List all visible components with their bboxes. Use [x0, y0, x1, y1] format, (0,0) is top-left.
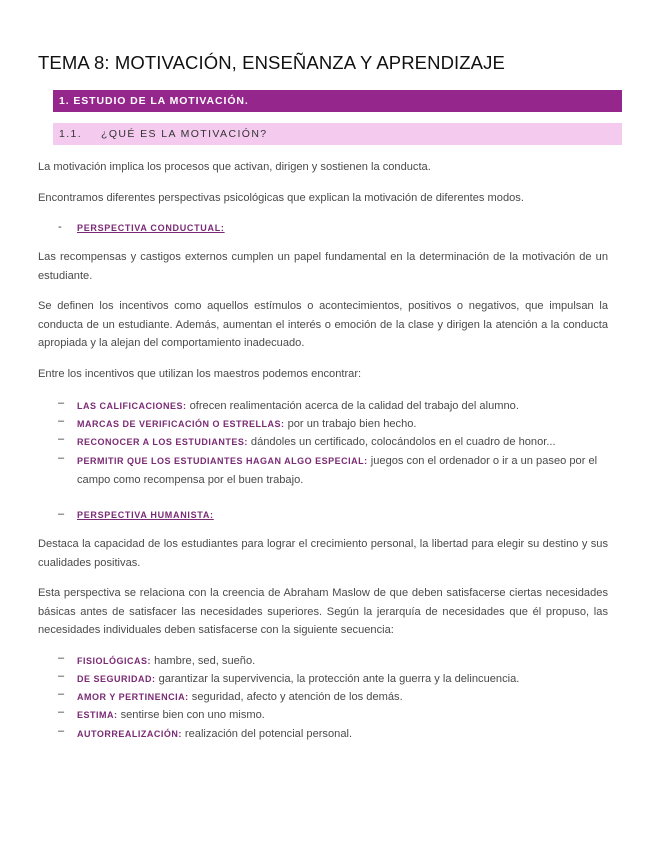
list-item-term: AUTORREALIZACIÓN: — [77, 729, 182, 739]
list-item — [77, 725, 608, 744]
bullet-marker: – — [58, 670, 65, 682]
paragraph: Esta perspectiva se relaciona con la creencia de Abraham Maslow de que deben satisfacerse ciertas necesidades básicas antes de satisfacer las necesidades superiores. Según la jerarquía de necesidades que él propuso, las necesidades individuales deben satisfacerse con la siguiente secuencia: — [38, 587, 608, 636]
list-item-term: LAS CALIFICACIONES: — [77, 401, 187, 411]
paragraph: Las recompensas y castigos externos cumplen un papel fundamental en la determinación de la motivación de un estudiante. — [38, 251, 608, 282]
list-item — [77, 652, 608, 671]
list-item-term: PERMITIR QUE LOS ESTUDIANTES HAGAN ALGO ESPECIAL: — [77, 456, 368, 466]
list-item-text: hambre, sed, sueño. — [151, 655, 256, 667]
bullet-marker: – — [58, 688, 65, 700]
section-title-conductual: PERSPECTIVA CONDUCTUAL: — [77, 223, 225, 233]
list-item-term: ESTIMA: — [77, 710, 118, 720]
paragraph: Destaca la capacidad de los estudiantes para lograr el crecimiento personal, la libertad para elegir su destino y sus cualidades positivas. — [38, 538, 608, 569]
paragraph: Entre los incentivos que utilizan los maestros podemos encontrar: — [38, 368, 362, 380]
bullet-marker: – — [58, 397, 65, 409]
paragraph: La motivación implica los procesos que activan, dirigen y sostienen la conducta. — [38, 161, 431, 173]
bullet-marker: – — [58, 452, 65, 464]
list-item-text: garantizar la supervivencia, la protección ante la guerra y la delincuencia. — [155, 673, 520, 685]
list-item-term: MARCAS DE VERIFICACIÓN O ESTRELLAS: — [77, 419, 285, 429]
list-item-text: juegos con el ordenador o ir a un paseo por el campo como recompensa por el buen trabajo. — [77, 455, 598, 486]
list-item-text: sentirse bien con uno mismo. — [117, 709, 265, 721]
bullet-marker: - — [58, 221, 62, 233]
list-item-term: RECONOCER A LOS ESTUDIANTES: — [77, 437, 248, 447]
list-item — [77, 433, 608, 452]
list-item-text: seguridad, afecto y atención de los demás. — [188, 691, 403, 703]
list-item-text: por un trabajo bien hecho. — [284, 418, 417, 430]
paragraph: Encontramos diferentes perspectivas psicológicas que explican la motivación de diferentes modos. — [38, 192, 524, 204]
bullet-marker: – — [58, 652, 65, 664]
list-item — [77, 397, 608, 416]
list-item-term: DE SEGURIDAD: — [77, 674, 156, 684]
paragraph: Se definen los incentivos como aquellos estímulos o acontecimientos, positivos o negativos, que impulsan la conducta de un estudiante. Además, aumentan el interés o emoción de la clase y dirigen la atención a la conducta apropiada y la alejan del comportamiento inadecuado. — [38, 300, 608, 349]
bullet-marker: – — [58, 415, 65, 427]
list-item — [77, 452, 608, 489]
list-item-term: FISIOLÓGICAS: — [77, 656, 151, 666]
list-item-text: dándoles un certificado, colocándolos en el cuadro de honor... — [247, 436, 556, 448]
section-heading: 1. ESTUDIO DE LA MOTIVACIÓN. — [53, 90, 622, 112]
list-item — [77, 415, 608, 434]
subsection-heading — [53, 123, 622, 145]
bullet-marker: – — [58, 508, 65, 520]
page-title: TEMA 8: MOTIVACIÓN, ENSEÑANZA Y APRENDIZAJE — [38, 52, 505, 73]
subsection-number: 1.1. — [59, 128, 83, 140]
list-item — [77, 688, 608, 707]
list-item-text: realización del potencial personal. — [181, 728, 353, 740]
subsection-title: ¿QUÉ ES LA MOTIVACIÓN? — [101, 128, 268, 140]
bullet-marker: – — [58, 433, 65, 445]
list-item — [77, 670, 608, 689]
list-item-term: AMOR Y PERTINENCIA: — [77, 692, 189, 702]
bullet-marker: – — [58, 725, 65, 737]
list-item — [77, 706, 608, 725]
section-title-humanista: PERSPECTIVA HUMANISTA: — [77, 510, 214, 520]
bullet-marker: – — [58, 706, 65, 718]
list-item-text: ofrecen realimentación acerca de la calidad del trabajo del alumno. — [186, 400, 519, 412]
